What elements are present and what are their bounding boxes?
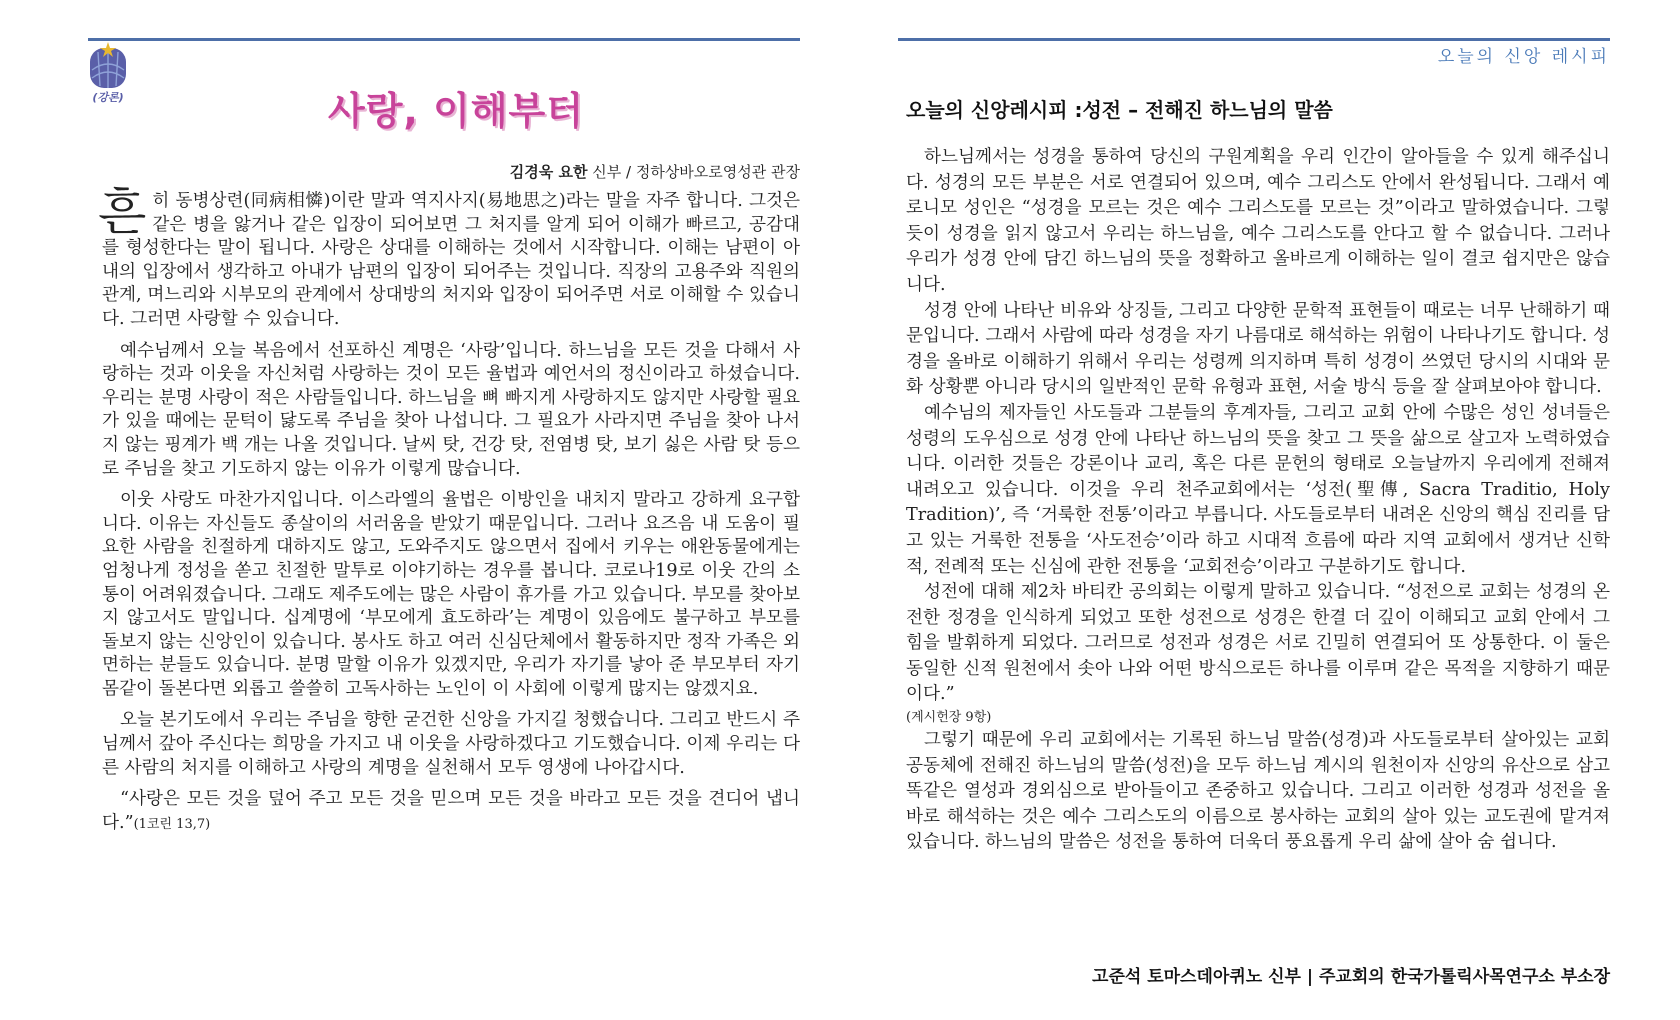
top-rule-right (898, 38, 1610, 41)
right-paragraph-5: 그렇기 때문에 우리 교회에서는 기록된 하느님 말씀(성경)과 사도들로부터 살아있는 교회 공동체에 전해진 하느님의 말씀(성전)을 모두 하느님 계시의 원천이자 신앙의 유산으로 삼고 똑같은 열성과 경외심으로 받아들이고 존중하고 있습니다. 그리고 이러한 성경과 성전을 올바로 해석하는 것은 예수 그리스도의 이름으로 봉사하는 교회의 살아 있는 교도권에 맡겨져 있습니다. 하느님의 말씀은 성전을 통하여 더욱더 풍요롭게 우리 삶에 살아 숨 쉽니다. (906, 730, 1610, 853)
paragraph-4: 오늘 본기도에서 우리는 주님을 향한 굳건한 신앙을 가지길 청했습니다. 그리고 반드시 주님께서 갚아 주신다는 희망을 가지고 내 이웃을 사랑하겠다고 기도했습니다. 이제 우리는 다른 사람의 처지를 이해하고 사랑의 계명을 실천해서 모두 영생에 나아갑시다. (102, 710, 800, 778)
quote-text: “사랑은 모든 것을 덮어 주고 모든 것을 믿으며 모든 것을 바라고 모든 것을 견디어 냅니다.” (102, 789, 800, 833)
right-paragraph-2: 성경 안에 나타난 비유와 상징들, 그리고 다양한 문학적 표현들이 때로는 너무 난해하기 때문입니다. 그래서 사람에 따라 성경을 자기 나름대로 해석하는 위험이 나타나기도 합니다. 성경을 올바로 이해하기 위해서 우리는 성령께 의지하며 특히 성경이 쓰였던 당시의 시대와 문화 상황뿐 아니라 당시의 일반적인 문학 유형과 표현, 서술 방식 등을 잘 살펴보아야 합니다. (906, 300, 1610, 398)
paragraph-1 (98, 183, 800, 332)
section-header: 오늘의 신앙 레시피 (1437, 47, 1610, 67)
right-paragraph-3: 예수님의 제자들인 사도들과 그분들의 후계자들, 그리고 교회 안에 수많은 성인 성녀들은 성령의 도우심으로 성경 안에 나타난 하느님의 뜻을 찾고 그 뜻을 삶으로 살고자 노력하였습니다. 이러한 것들은 강론이나 교리, 혹은 다른 문헌의 형태로 오늘날까지 우리에게 전해져 내려오고 있습니다. 이것을 우리 천주교회에서는 ‘성전(聖傳, Sacra Traditio, Holy Tradition)’, 즉 ‘거룩한 전통’이라고 부릅니다. 사도들로부터 내려온 신앙의 핵심 진리를 담고 있는 거룩한 전통을 ‘사도전승’이라 하고 시대적 흐름에 따라 지역 교회에서 생겨난 신학적, 전례적 또는 신심에 관한 전통을 ‘교회전승’이라고 구분하기도 합니다. (906, 402, 1610, 577)
section-body (906, 145, 1610, 856)
section-title: 오늘의 신앙레시피 :성전 – 전해진 하느님의 말씀 (906, 98, 1333, 122)
homily-logo-icon (88, 40, 128, 102)
quote-reference: (1코린 13,7) (133, 816, 211, 832)
council-reference: (계시헌장 9항) (906, 710, 992, 726)
right-paragraph-1: 하느님께서는 성경을 통하여 당신의 구원계획을 우리 인간이 알아들을 수 있게 해주십니다. 성경의 모든 부분은 서로 연결되어 있으며, 예수 그리스도 안에서 완성됩니다. 그래서 예로니모 성인은 “성경을 모르는 것은 예수 그리스도를 모르는 것”이라고 말하였습니다. 그렇듯이 성경을 읽지 않고서 우리는 하느님을, 예수 그리스도를 안다고 할 수 없습니다. 그러나 우리가 성경 안에 담긴 하느님의 뜻을 정확하고 올바르게 이해하는 일이 결코 쉽지만은 않습니다. (906, 147, 1610, 295)
paragraph-3: 이웃 사랑도 마찬가지입니다. 이스라엘의 율법은 이방인을 내치지 말라고 강하게 요구합니다. 이유는 자신들도 종살이의 서러움을 받았기 때문입니다. 그러나 요즈음 내 도움이 필요한 사람을 친절하게 대하지도 않고, 도와주지도 않으면서 집에서 키우는 애완동물에게는 엄청나게 정성을 쏟고 친절한 말투로 이야기하는 경우를 봅니다. 코로나19로 이웃 간의 소통이 어려워졌습니다. 그래도 제주도에는 많은 사람이 휴가를 가고 있습니다. 부모를 찾아보지 않고서도 말입니다. 십계명에 ‘부모에게 효도하라’는 계명이 있음에도 불구하고 부모를 돌보지 않는 신앙인이 있습니다. 봉사도 하고 여러 신심단체에서 활동하지만 정작 가족은 외면하는 분들도 있습니다. 분명 말할 이유가 있겠지만, 우리가 자기를 낳아 준 부모부터 자기 몸같이 돌본다면 외롭고 쓸쓸히 고독사하는 노인이 이 사회에 이렇게 많지는 않겠지요. (102, 490, 800, 699)
logo-label: (강론) (92, 91, 124, 104)
article-title: 사랑, 이해부터 (328, 89, 584, 133)
paragraph-1-text: 히 동병상련(同病相憐)이란 말과 역지사지(易地思之)라는 말을 자주 합니다. 그것은 같은 병을 앓거나 같은 입장이 되어보면 그 처지를 알게 되어 이해가 빠르고, 공감대를 형성한다는 말이 됩니다. 사랑은 상대를 이해하는 것에서 시작합니다. 이해는 남편이 아내의 입장에서 생각하고 아내가 남편의 입장이 되어주는 것입니다. 직장의 고용주와 직원의 관계, 며느리와 시부모의 관계에서 상대방의 처지와 입장이 되어주면 서로 이해할 수 있습니다. 그러면 사랑할 수 있습니다. (102, 191, 800, 329)
scripture-quote (102, 788, 800, 836)
author-name: 김경욱 요한 (509, 163, 588, 181)
drop-cap: 흔 (98, 183, 147, 241)
byline (510, 161, 800, 182)
author-footer: 고준석 토마스데아퀴노 신부 | 주교회의 한국가톨릭사목연구소 부소장 (1092, 967, 1610, 987)
left-page (88, 0, 800, 1020)
top-rule (88, 38, 800, 41)
right-page (898, 0, 1610, 1020)
article-body (98, 183, 800, 844)
author-role: 신부 / 정하상바오로영성관 관장 (592, 163, 800, 181)
right-paragraph-4: 성전에 대해 제2차 바티칸 공의회는 이렇게 말하고 있습니다. “성전으로 교회는 성경의 온전한 정경을 인식하게 되었고 또한 성전으로 성경은 한결 더 깊이 이해되고 교회 안에서 그 힘을 발휘하게 되었다. 그러므로 성전과 성경은 서로 긴밀히 연결되어 또 상통한다. 이 둘은 동일한 신적 원천에서 솟아 나와 어떤 방식으로든 하나를 이루며 같은 목적을 지향하기 때문이다.” (906, 582, 1610, 705)
paragraph-2: 예수님께서 오늘 복음에서 선포하신 계명은 ‘사랑’입니다. 하느님을 모든 것을 다해서 사랑하는 것과 이웃을 자신처럼 사랑하는 것이 모든 율법과 예언서의 정신이라고 하셨습니다. 우리는 분명 사랑이 적은 사람들입니다. 하느님을 뼈 빠지게 사랑하지도 않지만 사랑할 필요가 있을 때에는 문턱이 닳도록 주님을 찾아 나섭니다. 그 필요가 사라지면 주님을 찾아 나서지 않는 핑계가 백 개는 나올 것입니다. 날씨 탓, 건강 탓, 전염병 탓, 보기 싫은 사람 탓 등으로 주님을 찾고 기도하지 않는 이유가 이렇게 많습니다. (102, 340, 800, 479)
